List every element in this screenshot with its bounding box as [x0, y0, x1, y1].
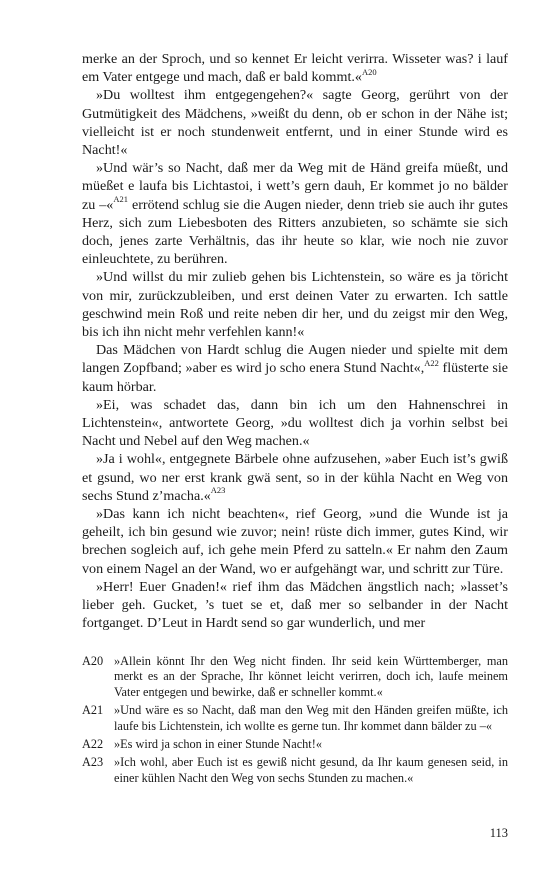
footnote — [82, 755, 508, 786]
main-text — [82, 50, 508, 633]
paragraph: »Ei, was schadet das, dann bin ich um den Hahnenschrei in Lichtenstein«, antwortete Georg, »du wolltest dich ja vorhin selbst bei Nacht und Nebel auf den Weg machen.« — [82, 396, 508, 450]
paragraph: »Du wolltest ihm entgegengehen?« sagte Georg, gerührt von der Gutmütigkeit des Mädchens, »weißt du denn, ob er schon in der Nähe ist; vielleicht ist er noch stundenweit entfernt, und in einer Stunde wird es Nacht!« — [82, 87, 508, 159]
footnote-ref[interactable]: A21 — [113, 193, 128, 204]
footnote-text: »Und wäre es so Nacht, daß man den Weg mit den Händen greifen müßte, ich laufe bis Lichtenstein, ich wollte es gerne tun. Ihr kommet dann bälder zu –« — [114, 703, 508, 733]
footnote-ref[interactable]: A20 — [361, 66, 377, 77]
paragraph: »Ja i wohl«, entgegnete Bärbele ohne aufzusehen, »aber Euch ist’s gwiß et gsund, wo ner erst krank gwä sent, so in der kühla Nacht en Weg von sechs Stund z’macha.«$^{A23}$ — [82, 451, 508, 504]
footnote-mark: A20 — [82, 654, 104, 668]
footnote — [82, 737, 508, 752]
paragraph: »Und willst du mir zulieb gehen bis Lichtenstein, so wäre es ja töricht von mir, zurückzubleiben, und erst deinen Vater zu erwarten. Ich sattle geschwind mein Roß und reite neben dir her, und du zeigst mir den Weg, bis ich ihn nicht mehr verfehlen kann!« — [82, 269, 508, 341]
footnote — [82, 703, 508, 734]
footnote-ref[interactable]: A23 — [210, 485, 226, 496]
footnote-mark: A23 — [82, 755, 104, 770]
footnote-text: »Ich wohl, aber Euch ist es gewiß nicht gesund, da Ihr kaum genesen seid, in einer kühlen Nacht den Weg von sechs Stunden zu machen.« — [114, 755, 508, 785]
footnote-mark: A22 — [82, 737, 104, 752]
paragraph: »Und wär’s so Nacht, daß mer da Weg mit de Händ greifa müeßt, und müeßet e laufa bis Lichtastoi, i wett’s gern dauh, Er kommet jo no bälder zu –«$^{A21}$ errötend schlug sie die Augen nieder, denn trieb sie auch ihr gutes Herz, sich zum Liebesboten des Ritters anzubieten, so schämte sie sich doch, jenes zarte Verhältnis, das ihr heute so klar, wie noch nie zuvor einleuchtete, zu berühren. — [82, 160, 508, 268]
footnote-text: »Es wird ja schon in einer Stunde Nacht!« — [114, 737, 322, 752]
paragraph: »Das kann ich nicht beachten«, rief Georg, »und die Wunde ist ja geheilt, ich bin gesund wie zuvor; nein! rüste dich immer, gutes Kind, wir brechen sogleich auf, ich gehe mein Pferd zu satteln.« Er nahm den Zaum von einem Nagel an der Wand, wo er aufgehängt war, und schritt zur Türe. — [82, 506, 508, 577]
footnote-ref[interactable]: A22 — [424, 357, 439, 368]
footnotes — [82, 654, 508, 789]
footnote-mark: A21 — [82, 703, 104, 718]
footnote — [82, 654, 508, 700]
footnote-text: »Allein könnt Ihr den Weg nicht finden. Ihr seid kein Württemberger, man merkt es an der Sprache, Ihr könnet leicht verirren, doch ich, laufe meinem Vater entgegen und bewirke, daß er schneller kommt.« — [114, 654, 508, 699]
page-number: 113 — [489, 826, 508, 840]
paragraph: »Herr! Euer Gnaden!« rief ihm das Mädchen ängstlich nach; »lasset’s lieber geh. Gucket, ’s tuet se et, daß mer so selbander in der Nacht fortganget. D’Leut in Hardt send so gar wunderlich, und mer — [82, 578, 508, 632]
paragraph: merke an der Sproch, und so kennet Er leicht verirra. Wisseter was? i lauf em Vater entgege und mach, daß er bald kommt.«$^{A20}$ — [82, 51, 508, 86]
paragraph: Das Mädchen von Hardt schlug die Augen nieder und spielte mit dem langen Zopfband; »aber es wird jo scho enera Stund Nacht«,$^{A22}$ flüsterte sie kaum hörbar. — [82, 342, 508, 395]
